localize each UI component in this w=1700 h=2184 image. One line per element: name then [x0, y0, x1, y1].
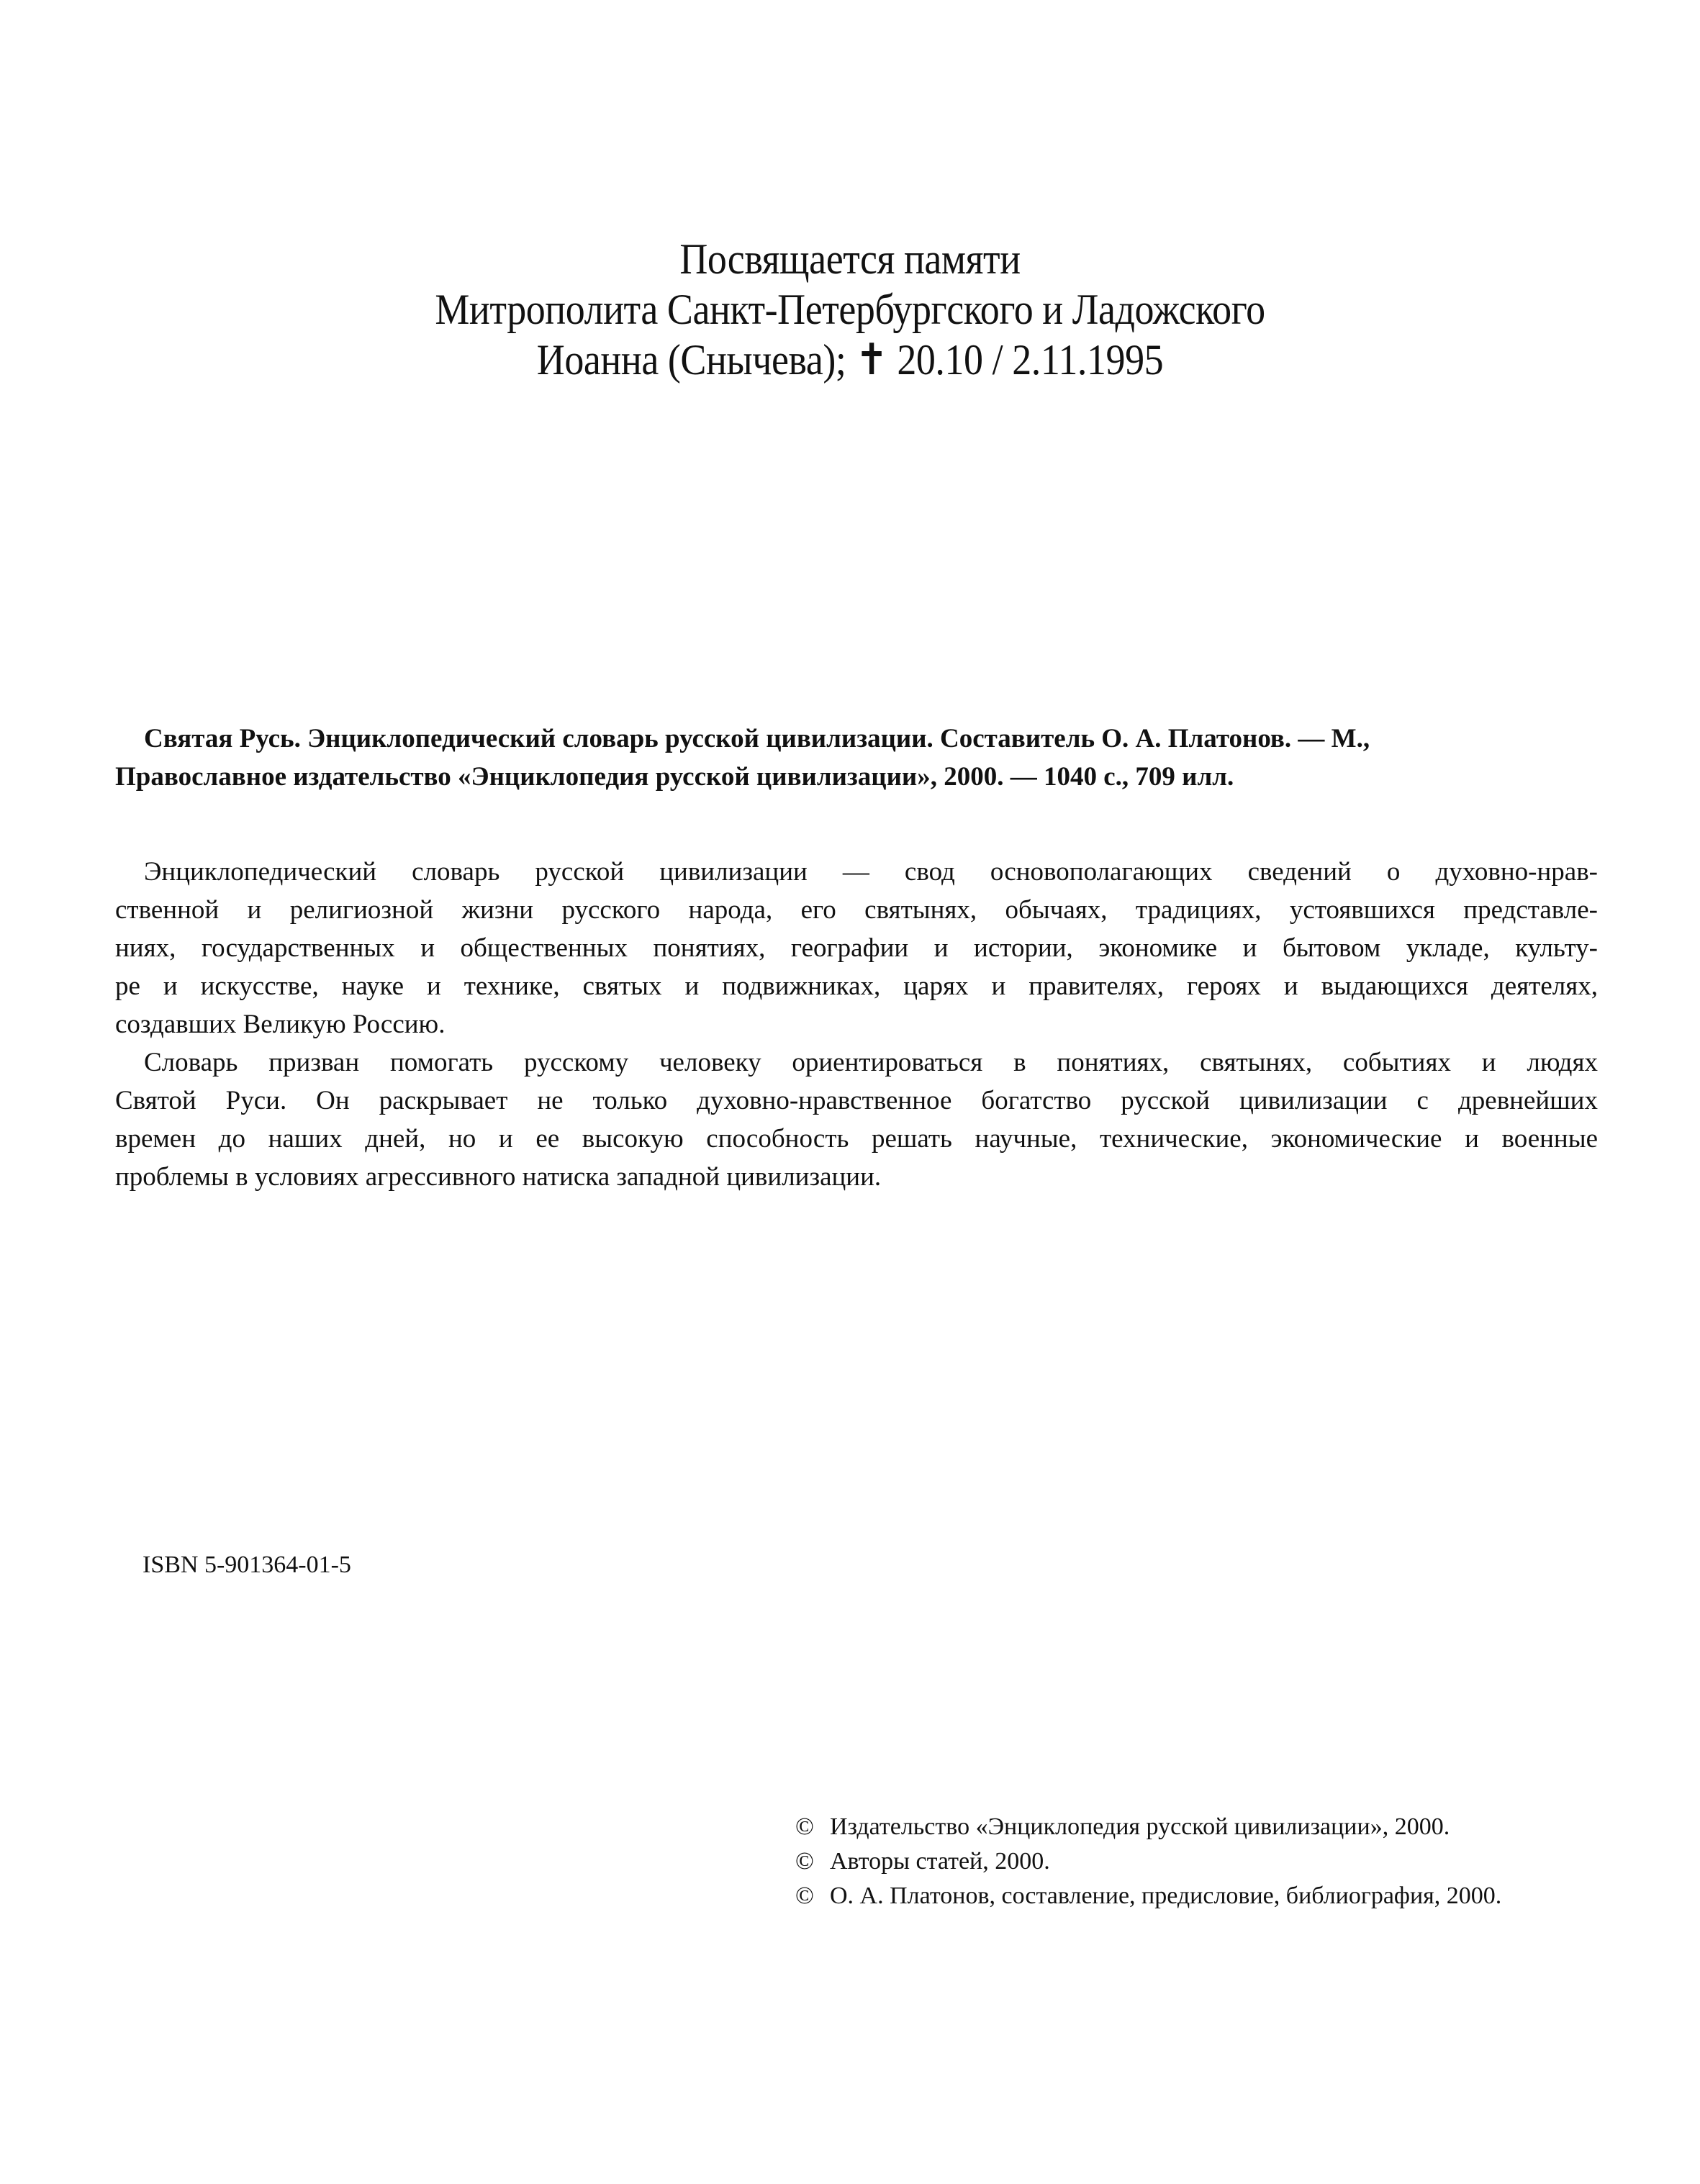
dedication-line-1: Посвящается памяти — [679, 235, 1021, 283]
abstract-p1-line: создавших Великую Россию. — [115, 1010, 446, 1039]
abstract-p2-line: Святой Руси. Он раскрывает не только духовно-нравственное богатство русской цивилизации с древнейших — [115, 1086, 1598, 1115]
abstract-p1-line: ственной и религиозной жизни русского народа, его святынях, обычаях, традициях, устоявшихся представле- — [115, 895, 1598, 925]
copyright-line — [795, 1879, 1501, 1913]
bibliographic-line-1: Святая Русь. Энциклопедический словарь русской цивилизации. Составитель О. А. Платонов. — М., — [144, 724, 1370, 753]
abstract-p2-line: Словарь призван помогать русскому человеку ориентироваться в понятиях, святынях, событиях и людях — [144, 1048, 1598, 1077]
copyright-symbol: © — [795, 1813, 814, 1840]
dedication-block — [85, 234, 1615, 385]
abstract-p2-line: проблемы в условиях агрессивного натиска западной цивилизации. — [115, 1162, 882, 1192]
bibliographic-record — [115, 720, 1598, 796]
copyright-line — [795, 1810, 1501, 1844]
abstract-p1-line: ре и искусстве, науке и технике, святых и подвижниках, царях и правителях, героях и выдающихся деятелях, — [115, 971, 1598, 1001]
dedication-line-2: Митрополита Санкт-Петербургского и Ладожского — [435, 286, 1265, 333]
copyright-text: Авторы статей, 2000. — [830, 1848, 1050, 1875]
abstract — [115, 853, 1598, 1196]
abstract-p2-line: времен до наших дней, но и ее высокую способность решать научные, технические, экономические и военные — [115, 1124, 1598, 1154]
copyright-text: Издательство «Энциклопедия русской цивилизации», 2000. — [830, 1813, 1450, 1840]
copyright-block — [795, 1810, 1501, 1913]
abstract-p1-line: ниях, государственных и общественных понятиях, географии и истории, экономике и бытовом укладе, культу- — [115, 933, 1598, 963]
abstract-p1-line: Энциклопедический словарь русской цивилизации — свод основополагающих сведений о духовно-нрав- — [144, 857, 1598, 887]
abstract-paragraph-1 — [115, 853, 1598, 1043]
bibliographic-line-2: Православное издательство «Энциклопедия русской цивилизации», 2000. — 1040 с., 709 илл. — [115, 762, 1234, 792]
isbn: ISBN 5-901364-01-5 — [143, 1551, 351, 1578]
copyright-line — [795, 1844, 1501, 1879]
abstract-paragraph-2 — [115, 1043, 1598, 1196]
copyright-symbol: © — [795, 1882, 814, 1909]
copyright-symbol: © — [795, 1848, 814, 1875]
copyright-text: О. А. Платонов, составление, предисловие, библиография, 2000. — [830, 1882, 1502, 1909]
dedication-line-3: Иоанна (Снычева); ✝ 20.10 / 2.11.1995 — [536, 336, 1164, 384]
